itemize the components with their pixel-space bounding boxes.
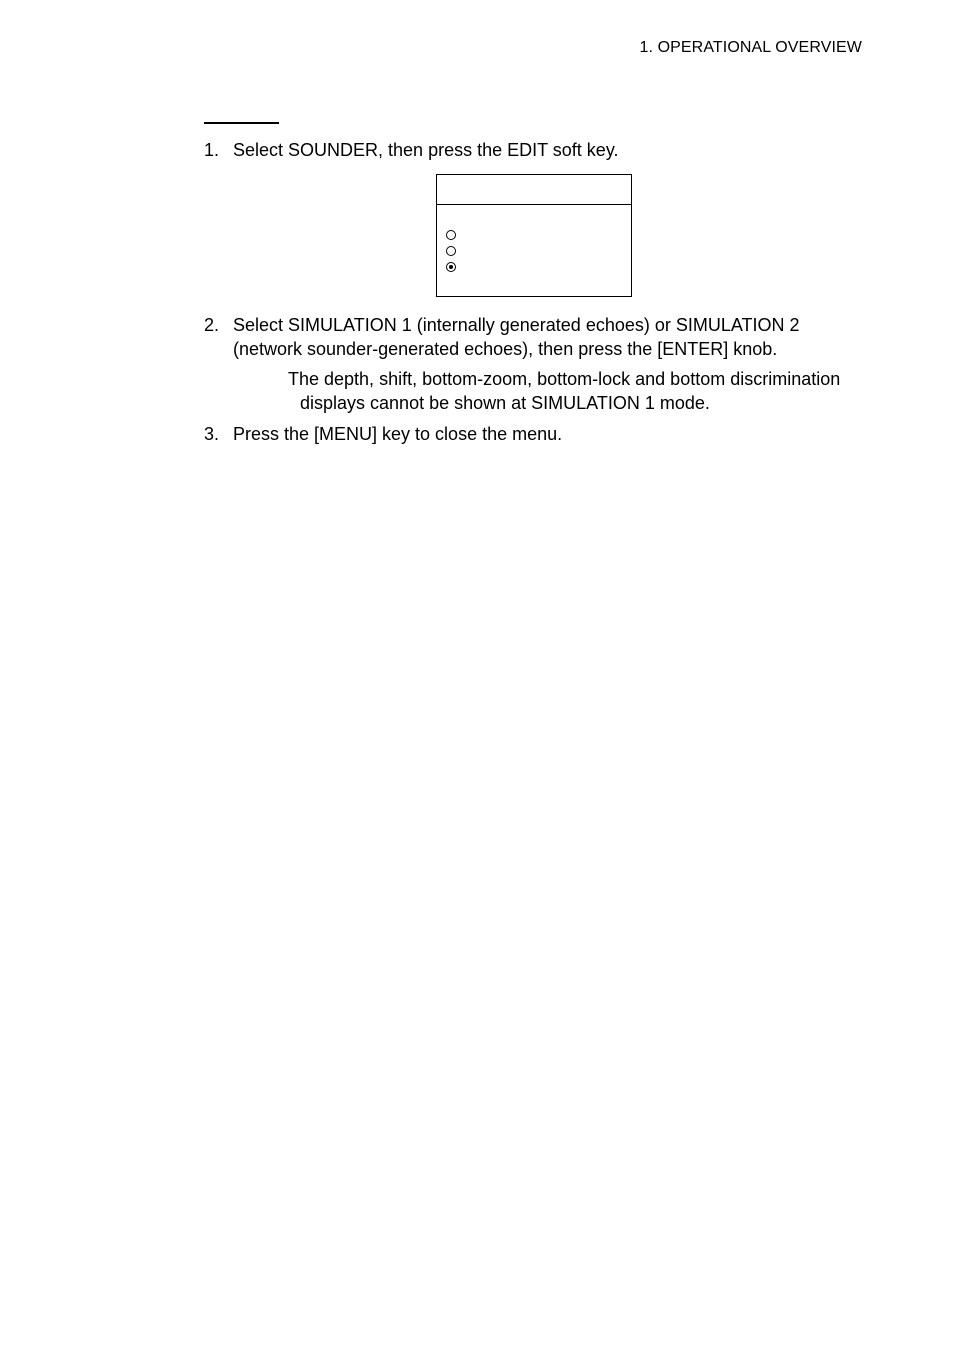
note-text <box>288 367 840 415</box>
note-line: displays cannot be shown at SIMULATION 1 mode. <box>300 393 710 413</box>
step-text-line: (network sounder-generated echoes), then press the [ENTER] knob. <box>233 339 778 359</box>
radio-option-2[interactable] <box>446 246 456 256</box>
step-text: Press the [MENU] key to close the menu. <box>233 424 563 444</box>
section-rule <box>204 122 279 124</box>
dialog-options <box>446 230 456 278</box>
dialog-title-bar <box>437 175 631 205</box>
radio-option-3[interactable] <box>446 262 456 272</box>
sounder-dialog <box>436 174 632 297</box>
radio-option-1[interactable] <box>446 230 456 240</box>
running-header: 1. OPERATIONAL OVERVIEW <box>639 39 862 56</box>
step-text <box>233 313 800 361</box>
step-number: 2. <box>204 315 220 335</box>
step-number: 3. <box>204 424 220 444</box>
step-text: Select SOUNDER, then press the EDIT soft key. <box>233 140 619 160</box>
step-number: 1. <box>204 140 220 160</box>
note-line: The depth, shift, bottom-zoom, bottom-lock and bottom discrimination <box>288 369 841 389</box>
step-text-line: Select SIMULATION 1 (internally generated echoes) or SIMULATION 2 <box>233 315 800 335</box>
